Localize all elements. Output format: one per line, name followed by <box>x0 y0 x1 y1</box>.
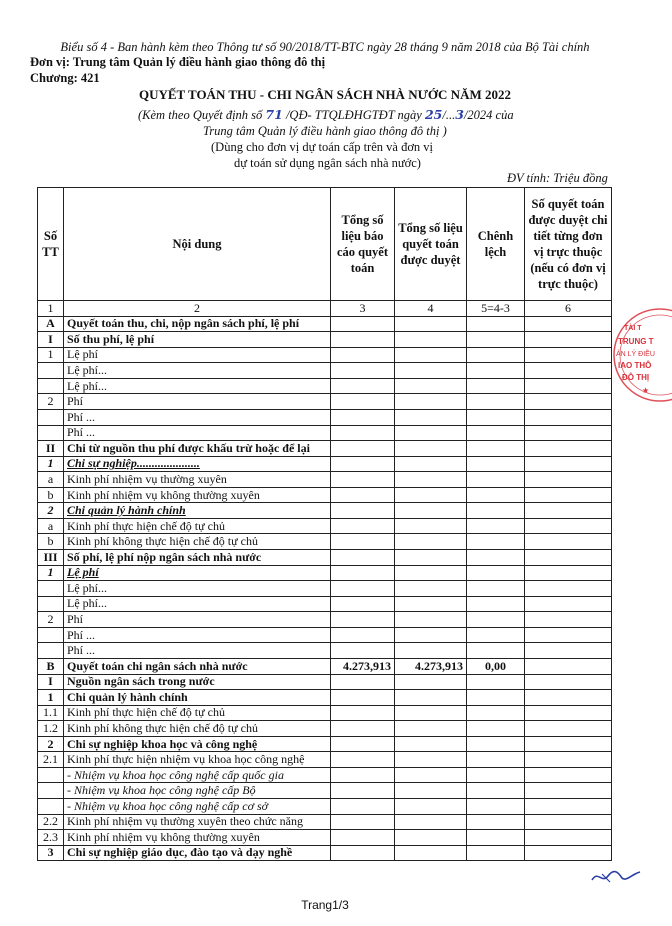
table-row <box>38 503 612 519</box>
table-row <box>38 658 612 674</box>
row-content: Phí ... <box>64 409 331 425</box>
table-row <box>38 441 612 457</box>
row-approved <box>395 845 467 861</box>
row-difference <box>467 332 525 348</box>
row-detail <box>525 690 612 706</box>
row-stt: b <box>38 534 64 550</box>
row-difference <box>467 347 525 363</box>
page-footer: Trang1/3 <box>301 898 349 912</box>
table-row <box>38 487 612 503</box>
row-approved <box>395 409 467 425</box>
row-detail <box>525 347 612 363</box>
row-approved <box>395 690 467 706</box>
row-stt: a <box>38 518 64 534</box>
row-content: - Nhiệm vụ khoa học công nghệ cấp cơ sở <box>64 799 331 815</box>
row-detail <box>525 409 612 425</box>
row-detail <box>525 550 612 566</box>
row-content: Lệ phí... <box>64 378 331 394</box>
row-reported <box>331 534 395 550</box>
stamp-text-line: TRUNG T <box>618 337 654 346</box>
form-reference-note: Biểu số 4 - Ban hành kèm theo Thông tư số 90/2018/TT-BTC ngày 28 tháng 9 năm 2018 của Bộ Tài chính <box>60 40 590 54</box>
column-number: 1 <box>38 301 64 317</box>
row-reported <box>331 736 395 752</box>
row-detail <box>525 799 612 815</box>
row-detail <box>525 472 612 488</box>
row-content: Phí <box>64 612 331 628</box>
row-detail <box>525 752 612 768</box>
row-reported <box>331 487 395 503</box>
row-difference <box>467 550 525 566</box>
row-difference <box>467 394 525 410</box>
row-difference <box>467 316 525 332</box>
row-reported <box>331 690 395 706</box>
table-row <box>38 690 612 706</box>
table-row <box>38 612 612 628</box>
table-row <box>38 705 612 721</box>
row-approved <box>395 332 467 348</box>
row-stt <box>38 425 64 441</box>
row-approved <box>395 456 467 472</box>
row-stt: 2.2 <box>38 814 64 830</box>
row-reported <box>331 721 395 737</box>
row-stt: II <box>38 441 64 457</box>
row-stt: 1.1 <box>38 705 64 721</box>
table-row <box>38 534 612 550</box>
row-content: Lệ phí... <box>64 581 331 597</box>
row-difference <box>467 845 525 861</box>
row-difference <box>467 518 525 534</box>
row-reported <box>331 332 395 348</box>
row-detail <box>525 830 612 846</box>
row-content: Phí ... <box>64 643 331 659</box>
row-approved <box>395 814 467 830</box>
header-difference: Chênh lệch <box>467 188 525 301</box>
row-approved <box>395 550 467 566</box>
row-content: Quyết toán chi ngân sách nhà nước <box>64 658 331 674</box>
row-approved: 4.273,913 <box>395 658 467 674</box>
row-reported <box>331 565 395 581</box>
row-content: - Nhiệm vụ khoa học công nghệ cấp quốc gia <box>64 767 331 783</box>
row-reported <box>331 316 395 332</box>
row-content: Kinh phí thực hiện chế độ tự chủ <box>64 705 331 721</box>
row-stt <box>38 581 64 597</box>
row-approved <box>395 394 467 410</box>
row-stt: III <box>38 550 64 566</box>
decision-suffix: /2024 của <box>463 108 514 122</box>
decision-prefix: (Kèm theo Quyết định số <box>138 108 263 122</box>
row-detail <box>525 783 612 799</box>
row-detail <box>525 674 612 690</box>
row-content: Phí <box>64 394 331 410</box>
row-approved <box>395 565 467 581</box>
decision-number-handwritten: 71 <box>265 107 283 122</box>
stamp-text-line: ẢN LÝ ĐIỀU <box>616 351 655 358</box>
table-row <box>38 316 612 332</box>
row-approved <box>395 472 467 488</box>
row-difference <box>467 690 525 706</box>
row-approved <box>395 518 467 534</box>
row-difference <box>467 441 525 457</box>
row-reported <box>331 518 395 534</box>
row-approved <box>395 581 467 597</box>
row-stt: 2 <box>38 612 64 628</box>
row-stt: 2.3 <box>38 830 64 846</box>
stamp-text-line: TÀI T <box>624 325 642 332</box>
row-stt: 2 <box>38 503 64 519</box>
row-content: Lệ phí... <box>64 596 331 612</box>
row-content: Chi từ nguồn thu phí được khấu trừ hoặc để lại <box>64 441 331 457</box>
row-approved <box>395 783 467 799</box>
row-reported <box>331 581 395 597</box>
row-approved <box>395 596 467 612</box>
usage-note-line2: dự toán sử dụng ngân sách nhà nước) <box>234 156 421 170</box>
row-stt: 1.2 <box>38 721 64 737</box>
row-difference <box>467 565 525 581</box>
row-detail <box>525 845 612 861</box>
row-content: Số phí, lệ phí nộp ngân sách nhà nước <box>64 550 331 566</box>
row-approved <box>395 767 467 783</box>
row-difference <box>467 721 525 737</box>
row-stt: A <box>38 316 64 332</box>
row-stt: a <box>38 472 64 488</box>
row-reported <box>331 643 395 659</box>
row-stt <box>38 767 64 783</box>
row-approved <box>395 674 467 690</box>
stamp-text-line: IAO THÔ <box>618 361 652 370</box>
row-difference <box>467 596 525 612</box>
row-detail <box>525 503 612 519</box>
row-detail <box>525 518 612 534</box>
row-content: Lệ phí... <box>64 363 331 379</box>
table-row <box>38 550 612 566</box>
header-content: Nội dung <box>64 188 331 301</box>
row-stt <box>38 378 64 394</box>
row-content: Số thu phí, lệ phí <box>64 332 331 348</box>
row-stt <box>38 643 64 659</box>
row-reported <box>331 363 395 379</box>
column-number: 5=4-3 <box>467 301 525 317</box>
row-detail <box>525 332 612 348</box>
row-detail <box>525 425 612 441</box>
table-row <box>38 721 612 737</box>
header-detail: Số quyết toán được duyệt chi tiết từng đơn vị trực thuộc (nếu có đơn vị trực thuộc) <box>525 188 612 301</box>
row-difference <box>467 534 525 550</box>
row-stt: I <box>38 332 64 348</box>
row-difference <box>467 674 525 690</box>
row-reported <box>331 425 395 441</box>
row-content: Chi sự nghiệp khoa học và công nghệ <box>64 736 331 752</box>
row-detail <box>525 612 612 628</box>
row-difference <box>467 627 525 643</box>
table-row <box>38 332 612 348</box>
row-stt: I <box>38 674 64 690</box>
row-detail <box>525 363 612 379</box>
table-header-row <box>38 188 612 301</box>
row-detail <box>525 658 612 674</box>
row-content: Kinh phí nhiệm vụ không thường xuyên <box>64 487 331 503</box>
row-detail <box>525 394 612 410</box>
row-stt: 2.1 <box>38 752 64 768</box>
stamp-star-icon: ★ <box>642 386 650 395</box>
table-row <box>38 378 612 394</box>
row-difference <box>467 456 525 472</box>
table-row <box>38 627 612 643</box>
row-approved <box>395 534 467 550</box>
table-row <box>38 347 612 363</box>
column-number: 2 <box>64 301 331 317</box>
row-detail <box>525 596 612 612</box>
row-stt <box>38 409 64 425</box>
row-difference <box>467 472 525 488</box>
table-row <box>38 394 612 410</box>
row-content: - Nhiệm vụ khoa học công nghệ cấp Bộ <box>64 783 331 799</box>
row-content: Lệ phí <box>64 347 331 363</box>
row-approved <box>395 830 467 846</box>
table-row <box>38 581 612 597</box>
row-reported <box>331 596 395 612</box>
table-row <box>38 425 612 441</box>
signature-mark <box>588 866 644 886</box>
row-detail <box>525 534 612 550</box>
column-number: 3 <box>331 301 395 317</box>
row-approved <box>395 347 467 363</box>
decision-middle: /QĐ- TTQLĐHGTĐT ngày <box>285 108 422 122</box>
row-stt: 2 <box>38 394 64 410</box>
row-content: Chi quản lý hành chính <box>64 690 331 706</box>
row-reported <box>331 814 395 830</box>
row-reported <box>331 705 395 721</box>
row-approved <box>395 487 467 503</box>
row-detail <box>525 316 612 332</box>
table-row <box>38 814 612 830</box>
row-detail <box>525 456 612 472</box>
column-number: 4 <box>395 301 467 317</box>
row-difference <box>467 830 525 846</box>
table-row <box>38 456 612 472</box>
header-approved: Tổng số liệu quyết toán được duyệt <box>395 188 467 301</box>
row-difference <box>467 752 525 768</box>
row-reported <box>331 409 395 425</box>
row-reported <box>331 347 395 363</box>
table-row <box>38 674 612 690</box>
row-reported <box>331 627 395 643</box>
row-approved <box>395 736 467 752</box>
row-detail <box>525 643 612 659</box>
table-row <box>38 783 612 799</box>
row-approved <box>395 378 467 394</box>
row-approved <box>395 503 467 519</box>
table-row <box>38 565 612 581</box>
row-content: Kinh phí nhiệm vụ thường xuyên <box>64 472 331 488</box>
row-approved <box>395 643 467 659</box>
row-difference <box>467 612 525 628</box>
row-stt: 1 <box>38 690 64 706</box>
row-stt: 1 <box>38 347 64 363</box>
row-reported <box>331 830 395 846</box>
row-detail <box>525 767 612 783</box>
row-reported <box>331 612 395 628</box>
table-row <box>38 799 612 815</box>
row-stt: 1 <box>38 565 64 581</box>
table-row <box>38 596 612 612</box>
row-reported <box>331 550 395 566</box>
row-detail <box>525 736 612 752</box>
table-row <box>38 363 612 379</box>
row-reported <box>331 503 395 519</box>
row-reported <box>331 456 395 472</box>
red-seal-stamp <box>612 300 672 410</box>
row-reported <box>331 441 395 457</box>
row-stt: b <box>38 487 64 503</box>
row-detail <box>525 487 612 503</box>
row-content: Kinh phí nhiệm vụ không thường xuyên <box>64 830 331 846</box>
row-stt <box>38 596 64 612</box>
row-approved <box>395 425 467 441</box>
table-row <box>38 752 612 768</box>
row-difference <box>467 581 525 597</box>
row-stt <box>38 627 64 643</box>
row-difference <box>467 363 525 379</box>
document-title: QUYẾT TOÁN THU - CHI NGÂN SÁCH NHÀ NƯỚC NĂM 2022 <box>139 87 511 102</box>
row-content: Lệ phí <box>64 565 331 581</box>
row-difference <box>467 378 525 394</box>
decision-day-handwritten: 25 <box>424 107 443 122</box>
row-content: Phí ... <box>64 627 331 643</box>
header-stt: Số TT <box>38 188 64 301</box>
row-approved <box>395 799 467 815</box>
row-difference <box>467 487 525 503</box>
row-approved <box>395 441 467 457</box>
row-detail <box>525 378 612 394</box>
row-content: Kinh phí nhiệm vụ thường xuyên theo chức năng <box>64 814 331 830</box>
row-approved <box>395 612 467 628</box>
row-detail <box>525 627 612 643</box>
row-content: Kinh phí thực hiện nhiệm vụ khoa học công nghệ <box>64 752 331 768</box>
row-stt: 3 <box>38 845 64 861</box>
row-approved <box>395 627 467 643</box>
row-detail <box>525 565 612 581</box>
decision-issuer: Trung tâm Quản lý điều hành giao thông đô thị ) <box>203 124 447 138</box>
row-difference <box>467 736 525 752</box>
table-row <box>38 736 612 752</box>
row-reported <box>331 472 395 488</box>
table-row <box>38 845 612 861</box>
column-number-row <box>38 301 612 317</box>
stamp-text-line: ĐÔ THỊ <box>622 373 650 382</box>
row-content: Kinh phí thực hiện chế độ tự chủ <box>64 518 331 534</box>
row-difference <box>467 503 525 519</box>
row-content: Quyết toán thu, chi, nộp ngân sách phí, lệ phí <box>64 316 331 332</box>
table-row <box>38 518 612 534</box>
unit-name: Đơn vị: Trung tâm Quản lý điều hành giao thông đô thị <box>30 55 326 69</box>
row-detail <box>525 814 612 830</box>
row-difference <box>467 409 525 425</box>
row-difference <box>467 814 525 830</box>
row-difference <box>467 799 525 815</box>
row-content: Chi sự nghiệp giáo dục, đào tạo và dạy nghề <box>64 845 331 861</box>
row-stt <box>38 783 64 799</box>
table-row <box>38 409 612 425</box>
row-reported <box>331 845 395 861</box>
row-reported <box>331 752 395 768</box>
row-content: Kinh phí không thực hiện chế độ tự chủ <box>64 534 331 550</box>
row-difference <box>467 783 525 799</box>
table-row <box>38 767 612 783</box>
row-stt <box>38 363 64 379</box>
table-row <box>38 830 612 846</box>
decision-month-handwritten: 3 <box>455 107 464 122</box>
row-difference: 0,00 <box>467 658 525 674</box>
row-reported: 4.273,913 <box>331 658 395 674</box>
row-difference <box>467 705 525 721</box>
table-row <box>38 472 612 488</box>
row-reported <box>331 394 395 410</box>
row-reported <box>331 674 395 690</box>
row-approved <box>395 363 467 379</box>
row-stt: B <box>38 658 64 674</box>
chapter-code: Chương: 421 <box>30 71 100 85</box>
row-difference <box>467 425 525 441</box>
row-content: Nguồn ngân sách trong nước <box>64 674 331 690</box>
row-reported <box>331 378 395 394</box>
row-detail <box>525 721 612 737</box>
row-detail <box>525 441 612 457</box>
row-stt: 2 <box>38 736 64 752</box>
row-approved <box>395 752 467 768</box>
row-content: Kinh phí không thực hiện chế độ tự chủ <box>64 721 331 737</box>
settlement-table <box>37 187 612 861</box>
row-difference <box>467 643 525 659</box>
row-reported <box>331 783 395 799</box>
row-content: Chi quản lý hành chính <box>64 503 331 519</box>
currency-unit: ĐV tính: Triệu đồng <box>507 171 608 185</box>
row-content: Phí ... <box>64 425 331 441</box>
row-reported <box>331 799 395 815</box>
column-number: 6 <box>525 301 612 317</box>
table-row <box>38 643 612 659</box>
row-stt <box>38 799 64 815</box>
row-content: Chi sự nghiệp..................... <box>64 456 331 472</box>
row-approved <box>395 721 467 737</box>
row-detail <box>525 705 612 721</box>
usage-note-line1: (Dùng cho đơn vị dự toán cấp trên và đơn vị <box>211 140 434 154</box>
row-stt: 1 <box>38 456 64 472</box>
row-approved <box>395 316 467 332</box>
header-reported: Tổng số liệu báo cáo quyết toán <box>331 188 395 301</box>
row-difference <box>467 767 525 783</box>
row-reported <box>331 767 395 783</box>
decision-reference: (Kèm theo Quyết định số 71 /QĐ- TTQLĐHGTĐT ngày 25/...3/2024 của <box>138 107 514 122</box>
row-approved <box>395 705 467 721</box>
row-detail <box>525 581 612 597</box>
